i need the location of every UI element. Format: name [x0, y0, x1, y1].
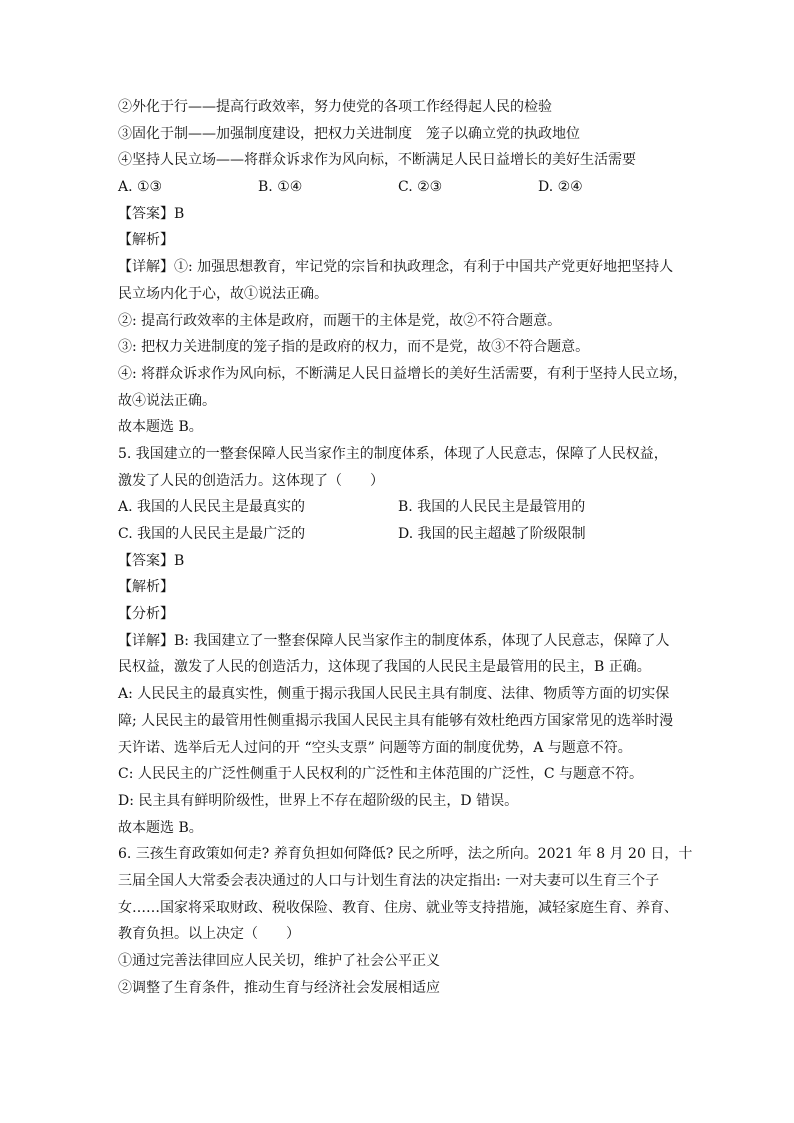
- q4-item-4: ④坚持人民立场——将群众诉求作为风向标，不断满足人民日益增长的美好生活需要: [118, 152, 636, 169]
- q4-option-c: C. ②③: [398, 179, 443, 196]
- q6-stem-line-2: 三届全国人大常委会表决通过的人口与计划生育法的决定指出: 一对夫妻可以生育三个子: [118, 872, 660, 889]
- q5-options-row-2: [118, 521, 678, 548]
- q5-a-line-1: A: 人民民主的最真实性，侧重于揭示我国人民民主具有制度、法律、物质等方面的切实保: [118, 686, 670, 703]
- q4-detail-2: ②: 提高行政效率的主体是政府，而题干的主体是党，故②不符合题意。: [118, 312, 562, 329]
- q5-conclusion: 故本题选 B。: [118, 819, 203, 836]
- q4-analysis-tag: 【解析】: [118, 232, 174, 249]
- q5-option-c: C. 我国的人民民主是最广泛的: [118, 526, 306, 542]
- q4-item-3: ③固化于制——加强制度建设，把权力关进制度 笼子以确立党的执政地位: [118, 125, 580, 142]
- q4-detail-line-1: 【详解】①: 加强思想教育，牢记党的宗旨和执政理念，有利于中国共产党更好地把坚持人: [118, 259, 674, 276]
- q4-option-b: B. ①④: [258, 179, 303, 196]
- q6-stem-line-1: 6. 三孩生育政策如何走? 养育负担如何降低? 民之所呼，法之所向。2021 年 8 月 20 日，十: [118, 846, 693, 863]
- q5-stem-line-2: 激发了人民的创造活力。这体现了（ ）: [118, 472, 384, 489]
- q6-stem-line-3: 女……国家将采取财政、税收保险、教育、住房、就业等支持措施，减轻家庭生育、养育、: [118, 899, 678, 916]
- q5-analysis-tag: 【解析】: [118, 579, 174, 596]
- q5-answer: 【答案】B: [118, 552, 185, 569]
- q5-c-line: C: 人民民主的广泛性侧重于人民权利的广泛性和主体范围的广泛性，C 与题意不符。: [118, 766, 644, 783]
- document-page: [118, 94, 693, 1001]
- q5-fenxi-tag: 【分析】: [118, 606, 174, 623]
- q6-stem-line-4: 教育负担。以上决定（ ）: [118, 926, 300, 943]
- q6-item-2: ②调整了生育条件，推动生育与经济社会发展相适应: [118, 979, 440, 996]
- q5-options-row-1: [118, 494, 678, 521]
- q4-option-a: A. ①③: [118, 179, 163, 196]
- q5-option-b: B. 我国的人民民主是最管用的: [398, 499, 586, 516]
- q5-option-d: D. 我国的民主超越了阶级限制: [398, 526, 586, 542]
- q5-d-line: D: 民主具有鲜明阶级性，世界上不存在超阶级的民主，D 错误。: [118, 792, 519, 809]
- q5-a-line-3: 天许诺、选举后无人过问的开 “空头支票” 问题等方面的制度优势，A 与题意不符。: [118, 739, 632, 756]
- q5-detail-line-2: 民权益，激发了人民的创造活力，这体现了我国的人民民主是最管用的民主，B 正确。: [118, 659, 651, 676]
- q5-option-a: A. 我国的人民民主是最真实的: [118, 499, 306, 516]
- q4-detail-4-line-2: 故④说法正确。: [118, 392, 216, 409]
- q6-item-1: ①通过完善法律回应人民关切，维护了社会公平正义: [118, 953, 440, 969]
- q5-stem-line-1: 5. 我国建立的一整套保障人民当家作主的制度体系，体现了人民意志，保障了人民权益，: [118, 445, 668, 462]
- q4-item-2: ②外化于行——提高行政效率，努力使党的各项工作经得起人民的检验: [118, 99, 552, 115]
- q4-answer: 【答案】B: [118, 205, 185, 222]
- q4-detail-line-2: 民立场内化于心，故①说法正确。: [118, 285, 328, 302]
- q4-detail-4-line-1: ④: 将群众诉求作为风向标，不断满足人民日益增长的美好生活需要，有利于坚持人民立场，: [118, 365, 688, 382]
- q5-a-line-2: 障; 人民民主的最管用性侧重揭示我国人民民主具有能够有效杜绝西方国家常见的选举时漫: [118, 712, 674, 729]
- q4-options: [118, 174, 678, 201]
- q4-detail-3: ③: 把权力关进制度的笼子指的是政府的权力，而不是党，故③不符合题意。: [118, 339, 590, 356]
- q4-option-d: D. ②④: [538, 179, 583, 196]
- q5-detail-line-1: 【详解】B: 我国建立了一整套保障人民当家作主的制度体系，体现了人民意志，保障了人: [118, 632, 670, 649]
- q4-conclusion: 故本题选 B。: [118, 419, 203, 436]
